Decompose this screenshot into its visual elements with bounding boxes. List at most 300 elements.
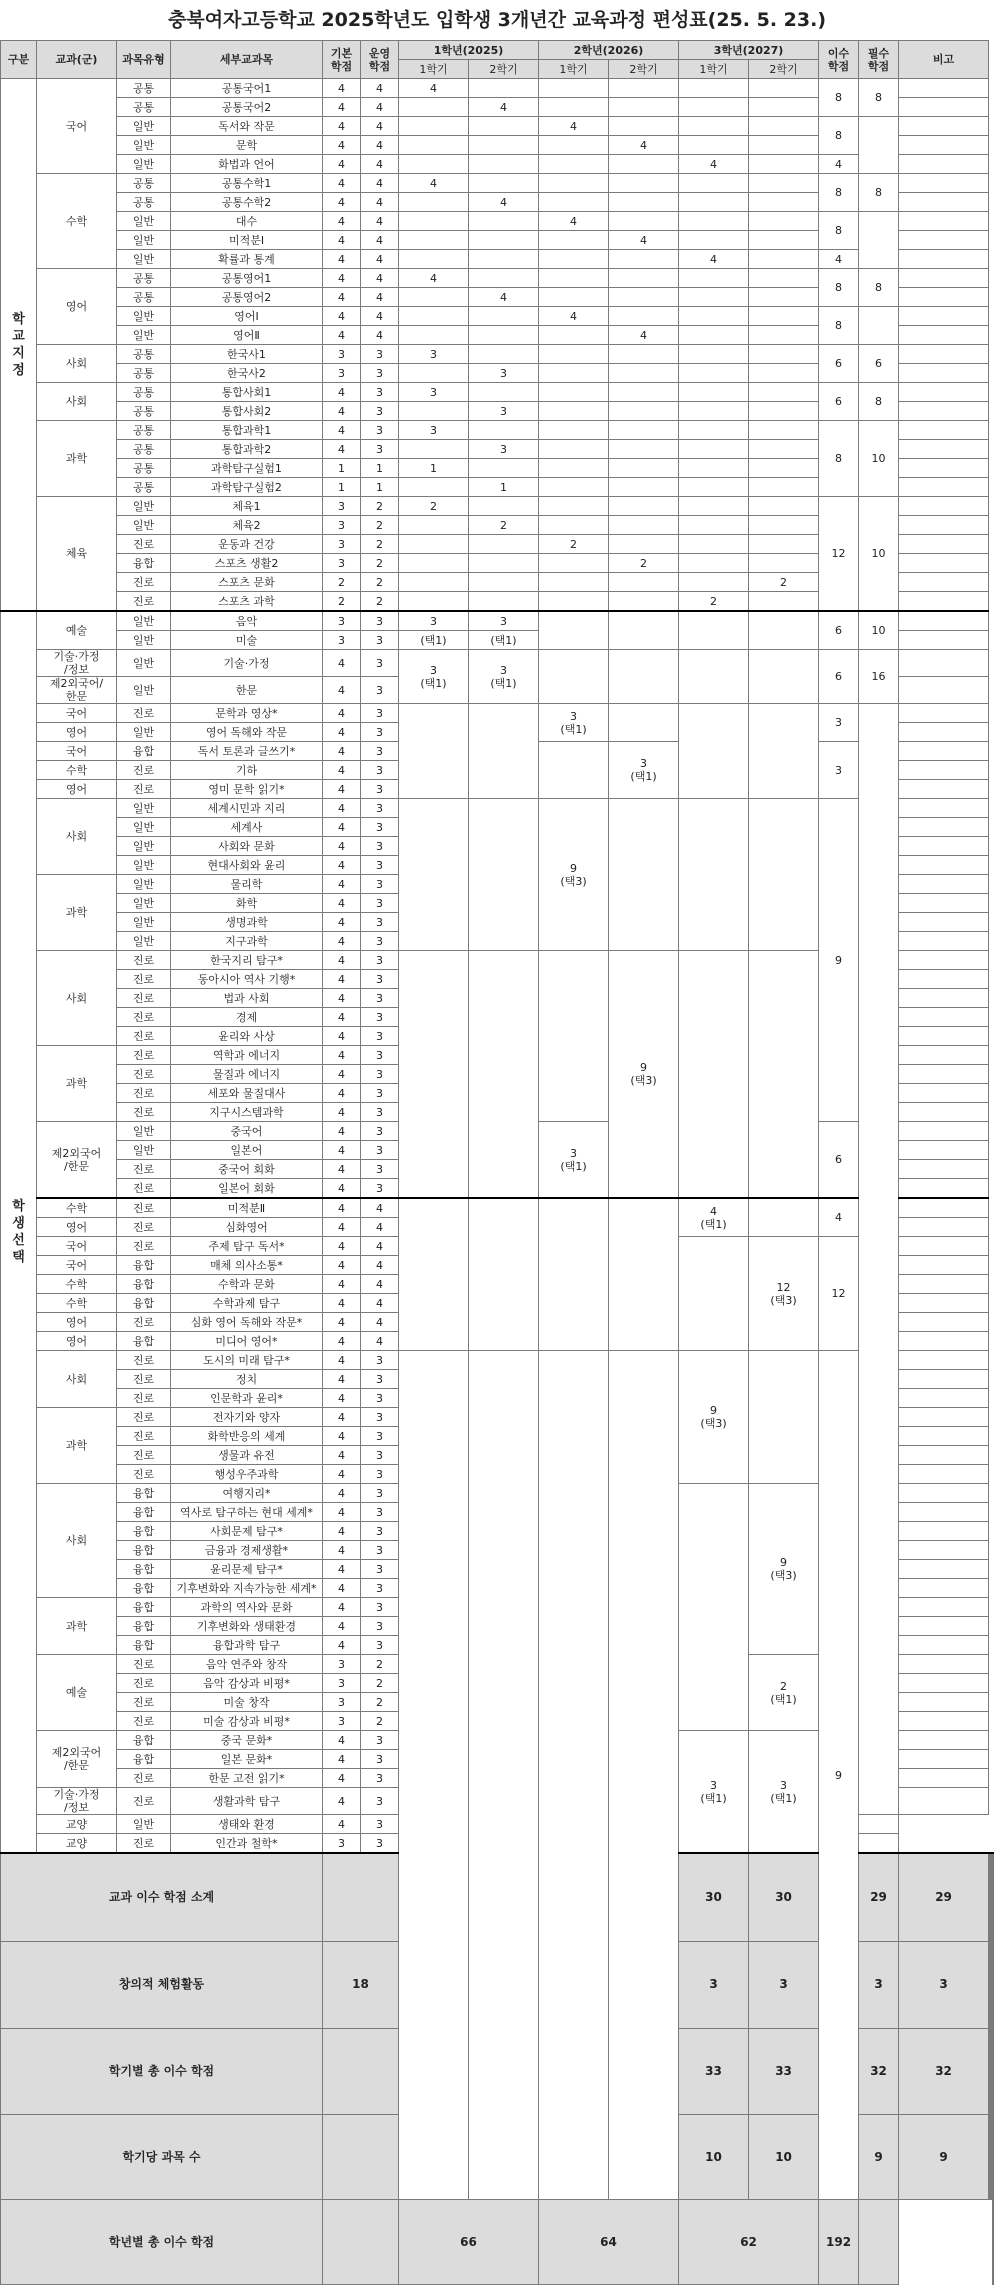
base-credit: 4 — [323, 1237, 361, 1256]
isu-credit: 4 — [819, 250, 859, 269]
summary-value: 33 — [749, 2028, 819, 2114]
base-credit: 4 — [323, 1275, 361, 1294]
subject-name: 영미 문학 읽기* — [171, 780, 323, 799]
table-row — [1, 269, 994, 288]
semester-cell: 4 — [609, 136, 679, 155]
remark-cell — [899, 704, 989, 723]
semester-cell — [609, 611, 679, 650]
subject-type: 진로 — [117, 1237, 171, 1256]
op-credit: 1 — [361, 459, 399, 478]
subject-group: 사회 — [37, 345, 117, 383]
subject-type: 진로 — [117, 1834, 171, 1854]
op-credit: 2 — [361, 1693, 399, 1712]
semester-cell — [399, 212, 469, 231]
semester-cell — [399, 250, 469, 269]
subject-group: 영어 — [37, 1313, 117, 1332]
base-credit: 4 — [323, 875, 361, 894]
op-credit: 4 — [361, 307, 399, 326]
base-credit: 4 — [323, 1522, 361, 1541]
isu-credit: 6 — [819, 383, 859, 421]
summary-value: 32 — [899, 2028, 989, 2114]
semester-cell — [679, 269, 749, 288]
subject-group: 국어 — [37, 1237, 117, 1256]
subject-group: 예술 — [37, 1655, 117, 1731]
subject-name: 공통국어2 — [171, 98, 323, 117]
remark-cell — [899, 497, 989, 516]
semester-cell — [609, 497, 679, 516]
subject-group: 영어 — [37, 1218, 117, 1237]
op-credit: 3 — [361, 1370, 399, 1389]
summary-value: 3 — [859, 1942, 899, 2028]
semester-cell — [609, 193, 679, 212]
subject-name: 공통국어1 — [171, 79, 323, 98]
base-credit: 4 — [323, 1560, 361, 1579]
op-credit: 3 — [361, 1788, 399, 1815]
semester-cell — [749, 345, 819, 364]
semester-cell: 2 — [609, 554, 679, 573]
subject-type: 진로 — [117, 1712, 171, 1731]
subject-type: 공통 — [117, 421, 171, 440]
op-credit: 3 — [361, 723, 399, 742]
subject-type: 진로 — [117, 1693, 171, 1712]
table-row — [1, 383, 994, 402]
table-row — [1, 212, 994, 231]
op-credit: 4 — [361, 1275, 399, 1294]
subject-type: 진로 — [117, 1446, 171, 1465]
semester-cell — [609, 79, 679, 98]
op-credit: 4 — [361, 174, 399, 193]
base-credit: 4 — [323, 212, 361, 231]
op-credit: 4 — [361, 231, 399, 250]
semester-cell — [749, 1351, 819, 1484]
semester-cell — [539, 288, 609, 307]
op-credit: 3 — [361, 1834, 399, 1854]
subject-name: 한국사1 — [171, 345, 323, 364]
remark-cell — [899, 212, 989, 231]
semester-cell: 3 (택1) — [539, 1122, 609, 1199]
semester-cell — [679, 364, 749, 383]
col-year1: 1학년(2025) — [399, 41, 539, 60]
base-credit: 4 — [323, 742, 361, 761]
subject-type: 진로 — [117, 1027, 171, 1046]
subject-type: 일반 — [117, 1141, 171, 1160]
subject-group: 수학 — [37, 174, 117, 269]
col-semester: 1학기 — [539, 60, 609, 79]
semester-cell: 4 — [399, 79, 469, 98]
base-credit: 4 — [323, 856, 361, 875]
semester-cell — [679, 459, 749, 478]
subject-type: 진로 — [117, 1046, 171, 1065]
subject-group: 과학 — [37, 1046, 117, 1122]
semester-cell — [399, 951, 469, 1199]
semester-cell — [399, 554, 469, 573]
table-row — [1, 307, 994, 326]
semester-cell — [749, 288, 819, 307]
summary-label: 창의적 체험활동 — [1, 1942, 323, 2028]
summary-extra — [323, 2200, 399, 2285]
remark-cell — [899, 231, 989, 250]
semester-cell — [399, 307, 469, 326]
semester-cell — [679, 611, 749, 650]
subject-name: 음악 — [171, 611, 323, 631]
subject-name: 영어Ⅰ — [171, 307, 323, 326]
remark-cell — [899, 1446, 989, 1465]
semester-cell — [399, 117, 469, 136]
subject-name: 한국지리 탐구* — [171, 951, 323, 970]
base-credit: 3 — [323, 497, 361, 516]
remark-cell — [899, 364, 989, 383]
semester-cell — [539, 345, 609, 364]
base-credit: 3 — [323, 1655, 361, 1674]
subject-name: 인간과 철학* — [171, 1834, 323, 1854]
semester-cell: 4 — [679, 155, 749, 174]
base-credit: 4 — [323, 970, 361, 989]
isu-credit: 8 — [819, 174, 859, 212]
remark-cell — [899, 1218, 989, 1237]
subject-type: 일반 — [117, 117, 171, 136]
semester-cell: 1 — [469, 478, 539, 497]
subject-type: 진로 — [117, 1198, 171, 1218]
semester-cell — [749, 212, 819, 231]
base-credit: 4 — [323, 155, 361, 174]
base-credit: 4 — [323, 174, 361, 193]
semester-cell — [469, 592, 539, 612]
subject-type: 진로 — [117, 761, 171, 780]
summary-value: 3 — [679, 1942, 749, 2028]
subject-type: 진로 — [117, 573, 171, 592]
op-credit: 2 — [361, 1674, 399, 1693]
remark-cell — [899, 1541, 989, 1560]
subject-name: 화법과 언어 — [171, 155, 323, 174]
op-credit: 3 — [361, 1731, 399, 1750]
semester-cell — [609, 269, 679, 288]
subject-type: 공통 — [117, 478, 171, 497]
base-credit: 4 — [323, 1122, 361, 1141]
op-credit: 2 — [361, 1655, 399, 1674]
subject-name: 전자기와 양자 — [171, 1408, 323, 1427]
subject-name: 생물과 유전 — [171, 1446, 323, 1465]
semester-cell — [539, 383, 609, 402]
subject-group: 기술·가정 /정보 — [37, 1788, 117, 1815]
op-credit: 3 — [361, 818, 399, 837]
subject-name: 화학반응의 세계 — [171, 1427, 323, 1446]
semester-cell — [749, 231, 819, 250]
subject-type: 융합 — [117, 1731, 171, 1750]
semester-cell — [539, 459, 609, 478]
op-credit: 3 — [361, 742, 399, 761]
semester-cell: 9 (택3) — [539, 799, 609, 951]
isu-credit: 8 — [819, 79, 859, 117]
base-credit: 4 — [323, 383, 361, 402]
base-credit: 4 — [323, 677, 361, 704]
subject-group: 과학 — [37, 421, 117, 497]
remark-cell — [899, 1693, 989, 1712]
summary-pilsu — [859, 2200, 899, 2285]
remark-cell — [899, 155, 989, 174]
summary-value: 33 — [679, 2028, 749, 2114]
semester-cell — [679, 345, 749, 364]
semester-cell — [679, 440, 749, 459]
semester-cell — [679, 704, 749, 799]
isu-credit: 8 — [819, 269, 859, 307]
subject-group: 사회 — [37, 951, 117, 1046]
subject-name: 중국 문화* — [171, 1731, 323, 1750]
subject-name: 공통영어1 — [171, 269, 323, 288]
subject-name: 문학 — [171, 136, 323, 155]
remark-cell — [899, 611, 989, 631]
remark-cell — [899, 1579, 989, 1598]
op-credit: 2 — [361, 573, 399, 592]
subject-name: 중국어 회화 — [171, 1160, 323, 1179]
subject-type: 융합 — [117, 742, 171, 761]
semester-cell — [399, 799, 469, 951]
subject-type: 일반 — [117, 818, 171, 837]
base-credit: 3 — [323, 631, 361, 650]
subject-type: 일반 — [117, 307, 171, 326]
remark-cell — [899, 1389, 989, 1408]
semester-cell — [399, 592, 469, 612]
semester-cell — [539, 364, 609, 383]
summary-label: 학기당 과목 수 — [1, 2115, 323, 2200]
op-credit: 3 — [361, 631, 399, 650]
semester-cell: 3 (택1) — [539, 704, 609, 742]
isu-credit: 3 — [819, 742, 859, 799]
remark-cell — [899, 780, 989, 799]
semester-cell — [609, 155, 679, 174]
semester-cell — [679, 117, 749, 136]
base-credit: 4 — [323, 288, 361, 307]
summary-label: 교과 이수 학점 소계 — [1, 1853, 323, 1942]
isu-credit: 12 — [819, 497, 859, 612]
semester-cell — [539, 79, 609, 98]
op-credit: 3 — [361, 1351, 399, 1370]
subject-type: 진로 — [117, 1313, 171, 1332]
remark-cell — [899, 837, 989, 856]
subject-name: 미디어 영어* — [171, 1332, 323, 1351]
op-credit: 4 — [361, 1218, 399, 1237]
col-gubun: 구분 — [1, 41, 37, 79]
op-credit: 3 — [361, 1636, 399, 1655]
note-focus-school — [992, 1853, 993, 2115]
semester-cell — [679, 650, 749, 704]
op-credit: 3 — [361, 1065, 399, 1084]
base-credit: 4 — [323, 1750, 361, 1769]
op-credit: 4 — [361, 98, 399, 117]
semester-cell: 2 — [679, 592, 749, 612]
semester-cell — [609, 1198, 679, 1351]
semester-cell — [399, 402, 469, 421]
remark-cell — [859, 1815, 899, 1834]
semester-cell — [609, 516, 679, 535]
remark-cell — [899, 98, 989, 117]
remark-cell — [899, 1179, 989, 1199]
subject-type: 융합 — [117, 1617, 171, 1636]
isu-credit: 3 — [819, 704, 859, 742]
semester-cell — [609, 592, 679, 612]
semester-cell — [469, 231, 539, 250]
base-credit: 4 — [323, 818, 361, 837]
subject-type: 진로 — [117, 1179, 171, 1199]
subject-group: 영어 — [37, 1332, 117, 1351]
op-credit: 3 — [361, 761, 399, 780]
base-credit: 4 — [323, 1617, 361, 1636]
subject-name: 문학과 영상* — [171, 704, 323, 723]
base-credit: 4 — [323, 1446, 361, 1465]
col-semester: 2학기 — [469, 60, 539, 79]
table-row — [1, 1351, 994, 1370]
subject-name: 스포츠 문화 — [171, 573, 323, 592]
table-row — [1, 497, 994, 516]
col-semester: 2학기 — [749, 60, 819, 79]
subject-name: 대수 — [171, 212, 323, 231]
semester-cell — [609, 478, 679, 497]
remark-cell — [899, 1655, 989, 1674]
semester-cell — [469, 212, 539, 231]
base-credit: 4 — [323, 1788, 361, 1815]
remark-cell — [899, 1731, 989, 1750]
semester-cell — [749, 155, 819, 174]
semester-cell — [679, 478, 749, 497]
subject-name: 미적분Ⅱ — [171, 1198, 323, 1218]
subject-type: 일반 — [117, 875, 171, 894]
semester-cell — [609, 98, 679, 117]
table-row — [1, 650, 994, 677]
semester-cell: 2 — [399, 497, 469, 516]
semester-cell — [539, 231, 609, 250]
remark-cell — [859, 1834, 899, 1854]
semester-cell — [749, 554, 819, 573]
subject-type: 공통 — [117, 269, 171, 288]
subject-name: 기후변화와 생태환경 — [171, 1617, 323, 1636]
semester-cell — [679, 1484, 749, 1731]
base-credit: 4 — [323, 1160, 361, 1179]
subject-name: 사회와 문화 — [171, 837, 323, 856]
subject-type: 공통 — [117, 79, 171, 98]
remark-cell — [899, 1294, 989, 1313]
semester-cell — [539, 193, 609, 212]
subject-name: 행성우주과학 — [171, 1465, 323, 1484]
subject-type: 일반 — [117, 631, 171, 650]
subject-type: 일반 — [117, 913, 171, 932]
subject-type: 융합 — [117, 1275, 171, 1294]
subject-type: 융합 — [117, 1484, 171, 1503]
semester-cell — [469, 79, 539, 98]
subject-name: 물리학 — [171, 875, 323, 894]
remark-cell — [899, 516, 989, 535]
semester-cell — [609, 1351, 679, 2200]
semester-cell — [539, 98, 609, 117]
op-credit: 3 — [361, 1008, 399, 1027]
remark-cell — [899, 1408, 989, 1427]
table-row — [1, 1198, 994, 1218]
subject-name: 법과 사회 — [171, 989, 323, 1008]
semester-cell: 3 (택1) — [609, 742, 679, 799]
base-credit: 4 — [323, 951, 361, 970]
pilsu-credit: 10 — [859, 497, 899, 612]
op-credit: 2 — [361, 535, 399, 554]
semester-cell: 4 (택1) — [679, 1198, 749, 1237]
op-credit: 4 — [361, 250, 399, 269]
subject-type: 일반 — [117, 1122, 171, 1141]
table-row — [1, 250, 994, 269]
subject-name: 생태와 환경 — [171, 1815, 323, 1834]
remark-cell — [899, 136, 989, 155]
semester-cell: 9 (택3) — [679, 1351, 749, 1484]
subject-name: 일본어 — [171, 1141, 323, 1160]
subject-type: 융합 — [117, 1294, 171, 1313]
op-credit: 2 — [361, 516, 399, 535]
op-credit: 3 — [361, 1815, 399, 1834]
remark-cell — [899, 250, 989, 269]
op-credit: 3 — [361, 440, 399, 459]
subject-name: 체육2 — [171, 516, 323, 535]
semester-cell: 3 — [469, 440, 539, 459]
subject-name: 음악 연주와 창작 — [171, 1655, 323, 1674]
semester-cell — [539, 326, 609, 345]
summary-label: 학년별 총 이수 학점 — [1, 2200, 323, 2285]
semester-cell — [399, 516, 469, 535]
subject-name: 매체 의사소통* — [171, 1256, 323, 1275]
base-credit: 4 — [323, 1218, 361, 1237]
op-credit: 3 — [361, 421, 399, 440]
semester-cell — [399, 573, 469, 592]
pilsu-credit — [859, 704, 899, 1815]
op-credit: 3 — [361, 837, 399, 856]
remark-cell — [899, 1084, 989, 1103]
remark-cell — [899, 1598, 989, 1617]
subject-type: 진로 — [117, 1389, 171, 1408]
subject-group: 체육 — [37, 497, 117, 612]
semester-cell — [749, 421, 819, 440]
semester-cell: 3 — [399, 345, 469, 364]
base-credit: 4 — [323, 1008, 361, 1027]
subject-type: 진로 — [117, 1769, 171, 1788]
remark-cell — [899, 440, 989, 459]
base-credit: 3 — [323, 1693, 361, 1712]
subject-type: 일반 — [117, 136, 171, 155]
base-credit: 2 — [323, 573, 361, 592]
subject-group: 국어 — [37, 79, 117, 174]
semester-cell — [609, 704, 679, 742]
op-credit: 3 — [361, 1503, 399, 1522]
subject-group: 수학 — [37, 1294, 117, 1313]
subject-name: 세계사 — [171, 818, 323, 837]
subject-type: 진로 — [117, 1674, 171, 1693]
semester-cell — [399, 231, 469, 250]
subject-type: 공통 — [117, 98, 171, 117]
subject-name: 미술 — [171, 631, 323, 650]
base-credit: 4 — [323, 1103, 361, 1122]
subject-type: 진로 — [117, 704, 171, 723]
semester-cell — [469, 174, 539, 193]
op-credit: 2 — [361, 554, 399, 573]
summary-value: 9 — [899, 2115, 989, 2200]
base-credit: 4 — [323, 1332, 361, 1351]
table-row — [1, 421, 994, 440]
semester-cell — [399, 478, 469, 497]
semester-cell — [749, 497, 819, 516]
op-credit: 3 — [361, 1141, 399, 1160]
remark-cell — [899, 1769, 989, 1788]
semester-cell — [469, 1198, 539, 1351]
semester-cell — [679, 573, 749, 592]
subject-name: 윤리와 사상 — [171, 1027, 323, 1046]
subject-name: 현대사회와 윤리 — [171, 856, 323, 875]
base-credit: 3 — [323, 535, 361, 554]
semester-cell — [749, 364, 819, 383]
remark-cell — [899, 1065, 989, 1084]
op-credit: 3 — [361, 1617, 399, 1636]
